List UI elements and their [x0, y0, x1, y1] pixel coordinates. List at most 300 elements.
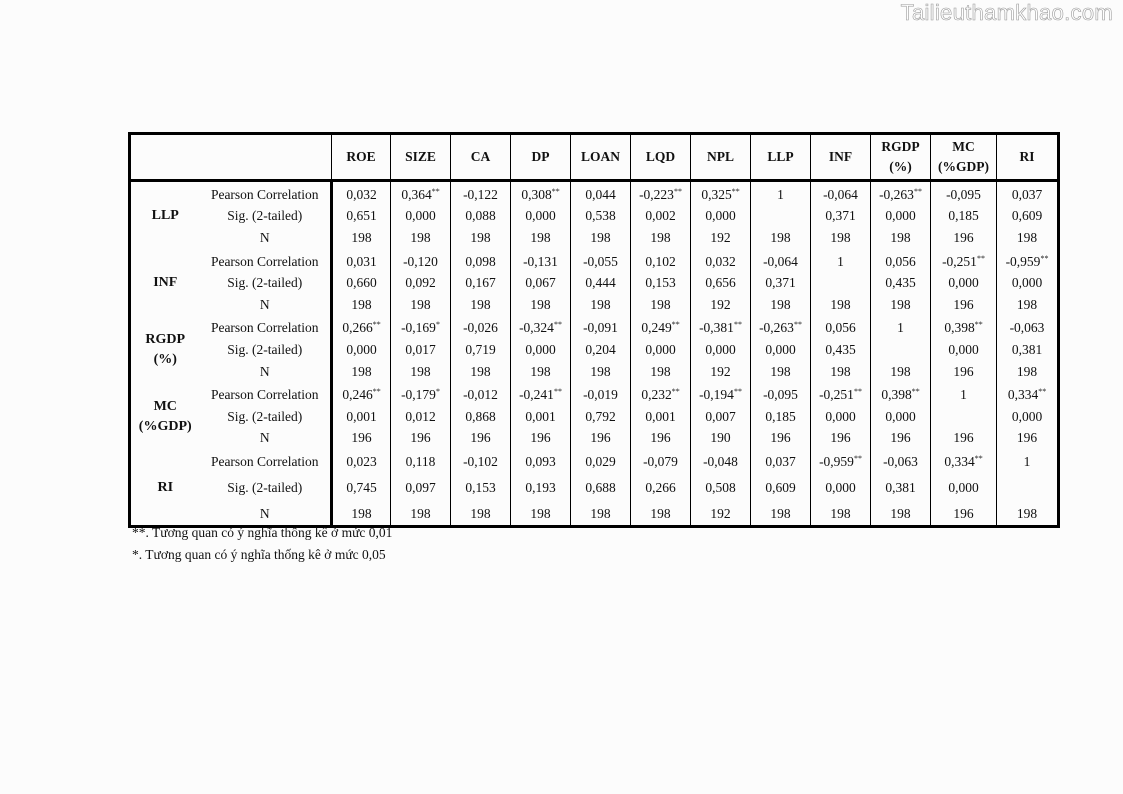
table-cell	[571, 473, 631, 503]
cell-value: 0,056	[885, 253, 916, 269]
table-cell	[511, 316, 571, 340]
cell-value: 0,000	[645, 341, 676, 357]
table-cell	[997, 428, 1059, 450]
cell-value: 198	[1016, 363, 1038, 379]
row-variable-text: RGDP	[145, 331, 186, 347]
table-cell	[332, 181, 391, 206]
table-cell	[997, 503, 1059, 527]
table-cell	[751, 361, 811, 383]
table-cell	[751, 294, 811, 316]
variable-group	[130, 181, 1059, 249]
table-cell	[332, 316, 391, 340]
table-cell	[997, 249, 1059, 273]
statistic-label: N	[200, 361, 332, 383]
table-cell	[811, 339, 871, 361]
significance-marker: **	[372, 320, 381, 330]
table-cell	[931, 316, 997, 340]
statistic-label: Sig. (2-tailed)	[200, 473, 332, 503]
table-cell	[811, 382, 871, 406]
cell-value: 1	[837, 253, 844, 269]
cell-value: 1	[960, 387, 967, 403]
row-variable-label	[130, 316, 200, 383]
row-variable-text: (%)	[153, 351, 177, 367]
table-cell	[571, 449, 631, 473]
table-cell	[571, 503, 631, 527]
cell-value: -0,055	[583, 253, 618, 269]
significance-marker: *	[435, 387, 440, 397]
table-row	[130, 473, 1059, 503]
cell-value: -0,131	[523, 253, 558, 269]
cell-value: 198	[830, 505, 851, 521]
table-cell	[332, 272, 391, 294]
cell-value: 0,017	[405, 341, 436, 357]
cell-value: 198	[351, 505, 372, 521]
cell-value: -0,102	[463, 453, 498, 469]
cell-value: -0,091	[583, 320, 618, 336]
cell-value: 0,249	[641, 320, 672, 336]
cell-value: 0,745	[346, 479, 377, 495]
table-cell	[511, 206, 571, 228]
table-cell	[811, 227, 871, 249]
cell-value: 198	[530, 296, 551, 312]
table-cell	[691, 406, 751, 428]
cell-value: 0,000	[948, 275, 979, 291]
table-cell	[571, 339, 631, 361]
table-cell	[997, 449, 1059, 473]
variable-group	[130, 382, 1059, 449]
table-cell	[571, 249, 631, 273]
significance-marker: **	[733, 320, 742, 330]
row-variable-label	[130, 449, 200, 526]
table-cell	[691, 473, 751, 503]
table-cell	[691, 227, 751, 249]
table-cell	[691, 361, 751, 383]
table-cell	[997, 206, 1059, 228]
cell-value: 198	[770, 363, 791, 379]
table-row	[130, 361, 1059, 383]
table-row	[130, 294, 1059, 316]
table-row	[130, 272, 1059, 294]
cell-value: 0,001	[525, 408, 556, 424]
cell-value: -0,012	[463, 387, 498, 403]
table-cell	[391, 382, 451, 406]
cell-value: 196	[470, 430, 491, 446]
table-cell	[931, 227, 997, 249]
cell-value: 0,000	[705, 208, 736, 224]
cell-value: 196	[590, 430, 611, 446]
cell-value: 198	[590, 363, 611, 379]
table-cell	[332, 361, 391, 383]
cell-value: 0,656	[705, 275, 736, 291]
cell-value: 0,266	[342, 320, 373, 336]
table-cell	[451, 294, 511, 316]
table-cell	[451, 227, 511, 249]
cell-value: 196	[953, 296, 974, 312]
table-cell	[571, 361, 631, 383]
table-row	[130, 449, 1059, 473]
table-cell	[391, 227, 451, 249]
table-cell	[451, 361, 511, 383]
cell-value: 0,007	[705, 408, 736, 424]
cell-value: -0,959	[819, 453, 854, 469]
column-header-label: MC	[952, 139, 975, 154]
cell-value: 0,688	[585, 479, 616, 495]
cell-value: 0,381	[885, 479, 916, 495]
table-cell	[511, 428, 571, 450]
table-cell	[631, 473, 691, 503]
table-cell	[751, 227, 811, 249]
significance-marker: **	[1040, 253, 1049, 263]
statistic-label: N	[200, 428, 332, 450]
cell-value: -0,241	[519, 387, 554, 403]
table-cell	[751, 249, 811, 273]
column-header-label: RI	[1019, 149, 1035, 164]
table-cell	[391, 361, 451, 383]
table-cell	[631, 428, 691, 450]
cell-value: 0,334	[944, 453, 975, 469]
significance-marker: **	[976, 253, 985, 263]
table-cell	[811, 181, 871, 206]
cell-value: 198	[770, 296, 791, 312]
table-cell	[511, 382, 571, 406]
significance-marker: **	[913, 186, 922, 196]
cell-value: 0,792	[585, 408, 616, 424]
table-cell	[571, 272, 631, 294]
statistic-label: Sig. (2-tailed)	[200, 406, 332, 428]
cell-value: -0,169	[401, 320, 436, 336]
cell-value: -0,064	[763, 253, 798, 269]
cell-value: 0,001	[346, 408, 377, 424]
footnotes	[132, 522, 392, 566]
table-cell	[511, 473, 571, 503]
cell-value: 0,093	[525, 453, 556, 469]
cell-value: 0,088	[465, 208, 496, 224]
significance-marker: **	[731, 186, 740, 196]
table-cell	[332, 428, 391, 450]
table-cell	[571, 406, 631, 428]
cell-value: 0,719	[465, 341, 496, 357]
table-cell	[931, 428, 997, 450]
table-row	[130, 406, 1059, 428]
cell-value: 192	[710, 505, 731, 521]
cell-value: 0,153	[465, 479, 496, 495]
table-cell	[871, 272, 931, 294]
table-cell	[691, 449, 751, 473]
cell-value: -0,026	[463, 320, 498, 336]
cell-value: 1	[777, 186, 784, 202]
table-cell	[811, 449, 871, 473]
cell-value: 1	[1023, 453, 1031, 469]
cell-value: 198	[1016, 505, 1038, 521]
cell-value: 198	[890, 363, 911, 379]
cell-value: 198	[410, 505, 431, 521]
variable-group	[130, 449, 1059, 526]
table-cell	[631, 181, 691, 206]
table-cell	[811, 428, 871, 450]
cell-value: 198	[830, 363, 851, 379]
cell-value: -0,063	[883, 453, 918, 469]
table-cell	[631, 294, 691, 316]
table-cell	[451, 503, 511, 527]
cell-value: -0,079	[643, 453, 678, 469]
cell-value: 198	[650, 505, 671, 521]
significance-marker: **	[671, 320, 680, 330]
cell-value: 196	[830, 430, 851, 446]
table-cell	[751, 503, 811, 527]
cell-value: 0,056	[825, 320, 856, 336]
cell-value: 196	[770, 430, 791, 446]
cell-value: 0,098	[465, 253, 496, 269]
table-cell	[751, 449, 811, 473]
table-cell	[691, 249, 751, 273]
table-cell	[691, 316, 751, 340]
table-cell	[571, 206, 631, 228]
table-cell	[691, 294, 751, 316]
table-cell	[811, 473, 871, 503]
cell-value: 0,001	[645, 408, 676, 424]
column-header-label: SIZE	[405, 149, 436, 164]
cell-value: 0,000	[885, 408, 916, 424]
table-cell	[871, 406, 931, 428]
table-cell	[997, 316, 1059, 340]
table-cell	[997, 339, 1059, 361]
cell-value: 196	[530, 430, 551, 446]
table-cell	[931, 339, 997, 361]
cell-value: -0,019	[583, 387, 618, 403]
table-cell	[871, 316, 931, 340]
table-cell	[931, 449, 997, 473]
table-cell	[631, 272, 691, 294]
table-cell	[931, 406, 997, 428]
row-variable-text: INF	[153, 275, 178, 291]
significance-marker: **	[551, 186, 560, 196]
cell-value: 0,246	[342, 387, 373, 403]
significance-marker: **	[673, 186, 682, 196]
cell-value: 0,444	[585, 275, 616, 291]
table-row	[130, 181, 1059, 206]
cell-value: 0,032	[346, 186, 377, 202]
table-cell	[451, 473, 511, 503]
table-cell	[451, 406, 511, 428]
table-cell	[451, 449, 511, 473]
table-cell	[391, 272, 451, 294]
table-cell	[811, 272, 871, 294]
table-cell	[332, 382, 391, 406]
correlation-table	[128, 132, 1060, 528]
statistic-label: Pearson Correlation	[200, 181, 332, 206]
cell-value: 198	[770, 505, 791, 521]
table-cell	[631, 206, 691, 228]
column-header-label: DP	[531, 149, 550, 164]
column-header-label: LOAN	[580, 149, 620, 164]
table-cell	[931, 473, 997, 503]
table-cell	[691, 382, 751, 406]
cell-value: 0,032	[705, 253, 736, 269]
watermark: Tailieuthamkhao.com	[900, 0, 1113, 25]
significance-marker: **	[1038, 387, 1047, 397]
column-header-label: ROE	[346, 149, 376, 164]
statistic-label: N	[200, 227, 332, 249]
table-cell	[691, 503, 751, 527]
cell-value: 198	[590, 296, 611, 312]
table-row	[130, 382, 1059, 406]
table-cell	[871, 473, 931, 503]
table-cell	[332, 449, 391, 473]
table-cell	[391, 339, 451, 361]
table-cell	[871, 503, 931, 527]
table-cell	[511, 227, 571, 249]
column-header-label: LLP	[767, 149, 794, 164]
cell-value: 0,371	[765, 275, 796, 291]
cell-value: 0,204	[585, 341, 616, 357]
column-header	[571, 134, 631, 181]
cell-value: 0,118	[405, 453, 436, 469]
row-variable-text: (%GDP)	[138, 418, 192, 434]
table-cell	[691, 206, 751, 228]
table-cell	[691, 428, 751, 450]
table-cell	[391, 449, 451, 473]
cell-value: 198	[590, 229, 611, 245]
table-cell	[751, 272, 811, 294]
table-cell	[931, 503, 997, 527]
cell-value: 198	[830, 229, 851, 245]
table-cell	[631, 316, 691, 340]
cell-value: 196	[953, 430, 974, 446]
table-cell	[997, 294, 1059, 316]
table-header	[130, 134, 1059, 181]
cell-value: 192	[710, 229, 731, 245]
statistic-label: Pearson Correlation	[200, 249, 332, 273]
table-cell	[811, 503, 871, 527]
cell-value: -0,048	[703, 453, 738, 469]
variable-group	[130, 249, 1059, 316]
table-cell	[631, 249, 691, 273]
table-cell	[997, 382, 1059, 406]
cell-value: -0,064	[823, 186, 858, 202]
cell-value: 0,435	[825, 341, 856, 357]
column-header-label: RGDP	[881, 139, 920, 154]
cell-value: 198	[890, 296, 911, 312]
table-cell	[997, 473, 1059, 503]
cell-value: 0,508	[705, 479, 736, 495]
statistic-label: Pearson Correlation	[200, 382, 332, 406]
cell-value: -0,263	[759, 320, 794, 336]
cell-value: 0,660	[346, 275, 377, 291]
cell-value: 196	[953, 505, 974, 521]
cell-value: 198	[351, 229, 372, 245]
table-cell	[391, 503, 451, 527]
cell-value: 0,029	[585, 453, 616, 469]
table-cell	[931, 294, 997, 316]
cell-value: 198	[530, 229, 551, 245]
cell-value: 198	[470, 505, 491, 521]
cell-value: 0,185	[948, 208, 979, 224]
column-header	[391, 134, 451, 181]
cell-value: 0,371	[825, 208, 856, 224]
cell-value: 0,435	[885, 275, 916, 291]
table-cell	[631, 339, 691, 361]
cell-value: 0,037	[1011, 186, 1043, 202]
table-cell	[751, 428, 811, 450]
cell-value: 0,044	[585, 186, 616, 202]
column-header-label: LQD	[645, 149, 676, 164]
cell-value: 198	[410, 229, 431, 245]
cell-value: 0,153	[645, 275, 676, 291]
cell-value: 0,000	[825, 408, 856, 424]
footnote-significance-005: *. Tương quan có ý nghĩa thống kê ở mức 0,05	[132, 547, 386, 562]
table-cell	[871, 382, 931, 406]
column-header-label: (%)	[889, 159, 912, 174]
table-cell	[751, 406, 811, 428]
cell-value: 198	[470, 229, 491, 245]
row-variable-label	[130, 249, 200, 316]
cell-value: 0,067	[525, 275, 556, 291]
cell-value: -0,095	[763, 387, 798, 403]
cell-value: 0,609	[765, 479, 796, 495]
table-cell	[691, 181, 751, 206]
cell-value: 198	[410, 363, 431, 379]
cell-value: 198	[890, 229, 911, 245]
significance-marker: **	[671, 387, 680, 397]
table-cell	[391, 473, 451, 503]
table-cell	[511, 406, 571, 428]
table-cell	[871, 249, 931, 273]
row-variable-text: LLP	[151, 208, 179, 224]
cell-value: 0,000	[525, 208, 556, 224]
cell-value: 198	[351, 296, 372, 312]
cell-value: 0,398	[944, 320, 975, 336]
cell-value: 0,185	[765, 408, 796, 424]
cell-value: 198	[530, 363, 551, 379]
statistic-label: N	[200, 503, 332, 527]
statistic-label: Pearson Correlation	[200, 316, 332, 340]
table-cell	[332, 294, 391, 316]
table-cell	[871, 449, 931, 473]
significance-marker: **	[553, 320, 562, 330]
cell-value: 0,000	[948, 341, 979, 357]
significance-marker: **	[733, 387, 742, 397]
table-cell	[931, 249, 997, 273]
table-cell	[571, 316, 631, 340]
table-cell	[931, 382, 997, 406]
table-cell	[871, 428, 931, 450]
table-cell	[631, 361, 691, 383]
cell-value: 0,023	[346, 453, 377, 469]
cell-value: 198	[830, 296, 851, 312]
table-cell	[631, 227, 691, 249]
table-cell	[811, 316, 871, 340]
table-cell	[631, 382, 691, 406]
table-cell	[997, 406, 1059, 428]
cell-value: -0,122	[463, 186, 498, 202]
table-cell	[391, 406, 451, 428]
cell-value: 0,000	[346, 341, 377, 357]
table-cell	[451, 428, 511, 450]
table-cell	[451, 339, 511, 361]
table-row	[130, 206, 1059, 228]
cell-value: 0,037	[765, 453, 796, 469]
cell-value: -0,095	[946, 186, 981, 202]
column-header	[691, 134, 751, 181]
cell-value: 198	[650, 296, 671, 312]
cell-value: -0,179	[401, 387, 436, 403]
cell-value: 0,167	[465, 275, 496, 291]
table-cell	[451, 206, 511, 228]
table-cell	[391, 206, 451, 228]
cell-value: -0,251	[942, 253, 977, 269]
cell-value: 0,000	[405, 208, 436, 224]
cell-value: 0,651	[346, 208, 377, 224]
